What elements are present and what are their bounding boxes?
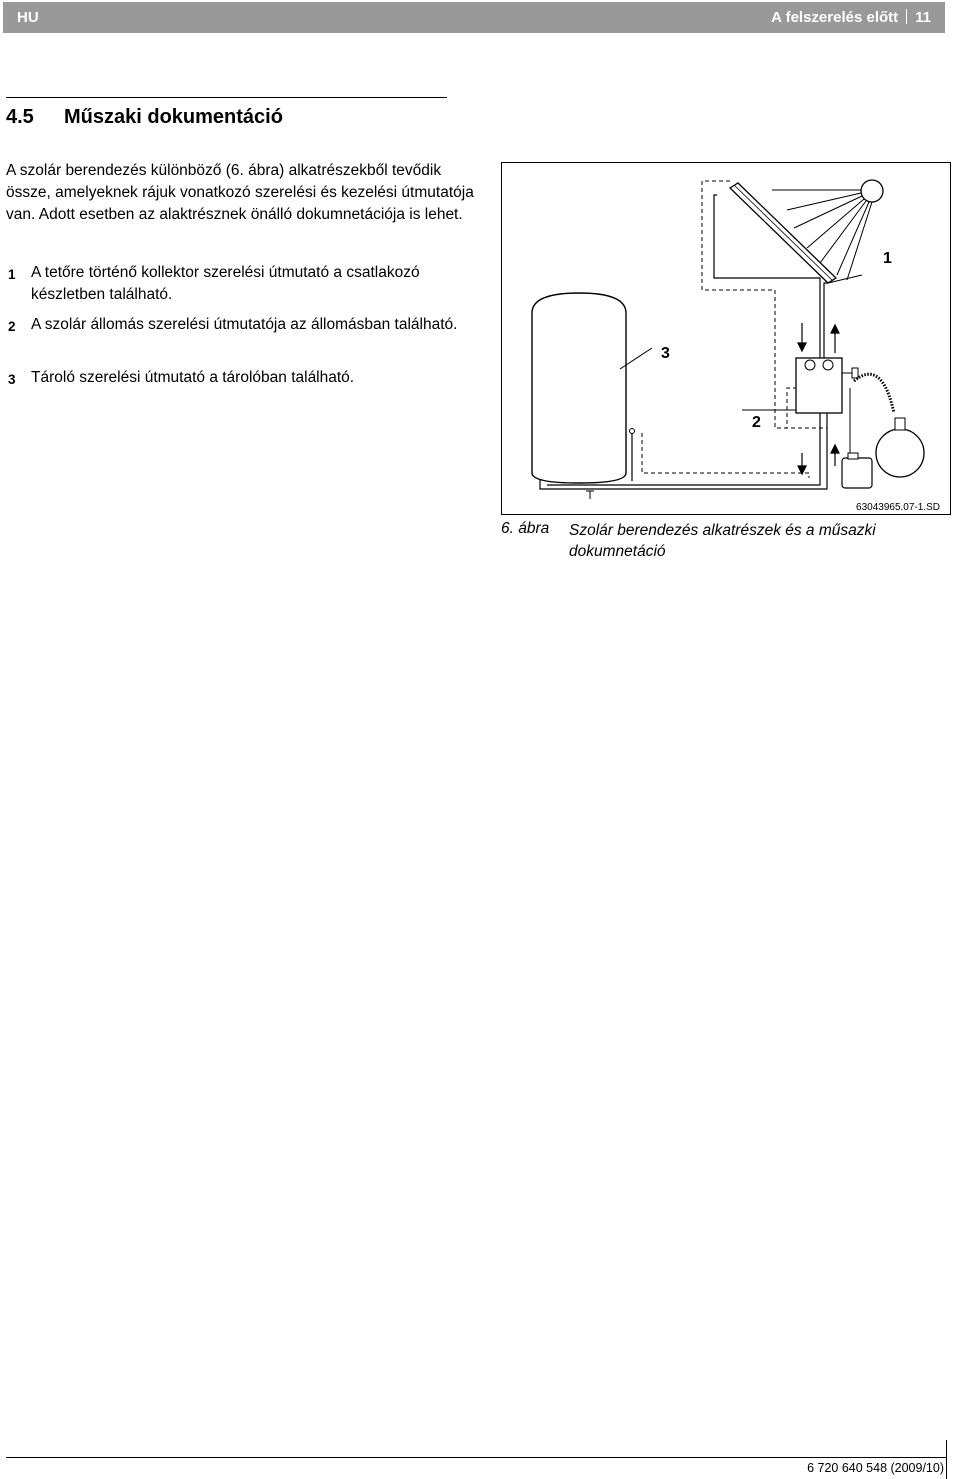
storage-tank [532,293,635,499]
callout-2: 2 [752,414,761,431]
figure-solar-system [501,162,951,515]
intro-paragraph: A szolár berendezés különböző (6. ábra) alkatrészekből tevődik össze, amelyeknek rájuk vonatkozó szerelési és kezelési útmutatója van. Adott esetben az alaktrésznek önálló dokumnetációja is lehet. [6,162,474,224]
list-item-number: 3 [8,372,16,387]
callout-1: 1 [883,250,892,267]
section-rule [6,97,447,98]
figure-caption-text: Szolár berendezés alkatrészek és a műsazki dokumnetáció [569,522,876,560]
section-heading [6,106,283,129]
header-section-title: A felszerelés előtt [771,9,899,26]
list-item-text: A tetőre történő kollektor szerelési útmutató a csatlakozó készletben található. [31,264,420,304]
list-item-number: 1 [8,267,16,282]
header-bar [3,2,945,33]
list-item-text: A szolár állomás szerelési útmutatója az állomásban található. [31,316,458,333]
footer-rule [6,1457,947,1458]
figure-caption-number: 6. ábra [501,520,550,537]
callout-3: 3 [661,345,670,362]
language-code: HU [17,9,39,26]
solar-station [796,358,858,413]
footer-vertical-rule [946,1440,947,1479]
header-separator [906,9,907,24]
solar-system-diagram [502,163,952,516]
document-number: 6 720 640 548 (2009/10) [807,1461,944,1475]
sun-icon [772,180,883,280]
list-item-number: 2 [8,319,16,334]
canister [842,388,872,488]
section-title: Műszaki dokumentáció [64,106,283,128]
header-right [771,9,931,26]
page-number: 11 [915,9,931,26]
figure-code: 63043965.07-1.SD [856,502,940,513]
list-item-text: Tároló szerelési útmutató a tárolóban található. [31,369,355,386]
section-number: 4.5 [6,106,34,128]
